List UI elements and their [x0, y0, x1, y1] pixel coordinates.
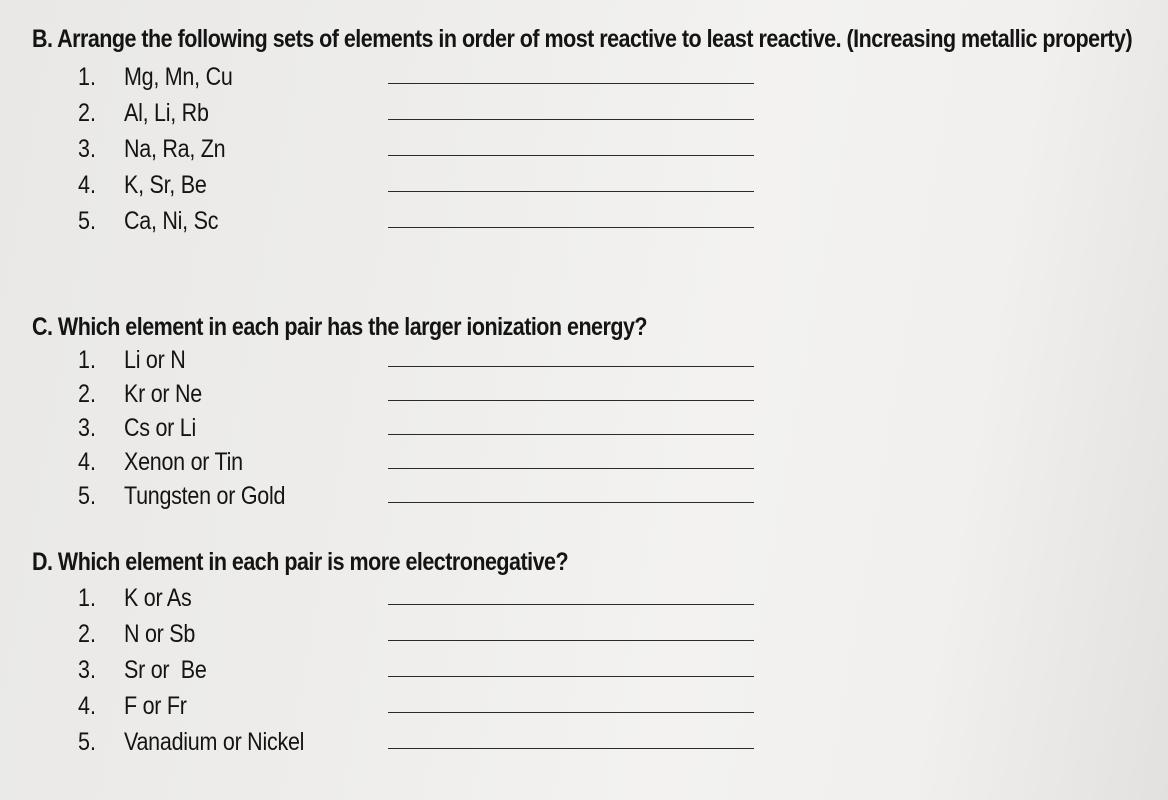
item-number: 2. [78, 620, 96, 648]
list-item [32, 95, 1142, 131]
section-b-heading: B. Arrange the following sets of elements in order of most reactive to least reactive. (Increasing metallic property) [32, 25, 1133, 53]
item-text: Li or N [124, 346, 186, 374]
answer-blank[interactable] [388, 400, 754, 401]
item-number: 5. [78, 482, 96, 510]
item-number: 2. [78, 99, 96, 127]
item-number: 1. [78, 584, 96, 612]
section-d-heading: D. Which element in each pair is more electronegative? [32, 548, 569, 576]
item-number: 4. [78, 692, 96, 720]
list-item [32, 652, 1142, 688]
answer-blank[interactable] [388, 434, 754, 435]
answer-blank[interactable] [388, 227, 754, 228]
item-number: 3. [78, 414, 96, 442]
list-item [32, 131, 1142, 167]
answer-blank[interactable] [388, 366, 754, 367]
item-number: 4. [78, 448, 96, 476]
item-number: 1. [78, 346, 96, 374]
list-item [32, 688, 1142, 724]
section-d-list [32, 580, 1142, 760]
list-item [32, 478, 1142, 512]
item-number: 4. [78, 171, 96, 199]
item-text: Sr or Be [124, 656, 207, 684]
list-item [32, 342, 1142, 376]
answer-blank[interactable] [388, 712, 754, 713]
list-item [32, 167, 1142, 203]
item-number: 2. [78, 380, 96, 408]
answer-blank[interactable] [388, 604, 754, 605]
item-number: 3. [78, 656, 96, 684]
answer-blank[interactable] [388, 191, 754, 192]
item-number: 5. [78, 207, 96, 235]
list-item [32, 203, 1142, 239]
item-text: Tungsten or Gold [124, 482, 286, 510]
section-d [32, 545, 1142, 760]
list-item [32, 580, 1142, 616]
item-number: 5. [78, 728, 96, 756]
answer-blank[interactable] [388, 119, 754, 120]
section-c [32, 310, 1142, 512]
item-text: N or Sb [124, 620, 196, 648]
section-b [32, 22, 1142, 239]
item-text: Na, Ra, Zn [124, 135, 226, 163]
item-text: K or As [124, 584, 192, 612]
answer-blank[interactable] [388, 640, 754, 641]
item-text: Kr or Ne [124, 380, 202, 408]
section-b-list [32, 59, 1142, 239]
list-item [32, 724, 1142, 760]
answer-blank[interactable] [388, 748, 754, 749]
item-number: 1. [78, 63, 96, 91]
item-text: Ca, Ni, Sc [124, 207, 219, 235]
item-text: Xenon or Tin [124, 448, 243, 476]
section-c-heading: C. Which element in each pair has the larger ionization energy? [32, 313, 648, 341]
item-text: Mg, Mn, Cu [124, 63, 233, 91]
list-item [32, 59, 1142, 95]
item-text: F or Fr [124, 692, 187, 720]
answer-blank[interactable] [388, 468, 754, 469]
item-text: Cs or Li [124, 414, 197, 442]
answer-blank[interactable] [388, 155, 754, 156]
answer-blank[interactable] [388, 502, 754, 503]
item-text: Al, Li, Rb [124, 99, 209, 127]
answer-blank[interactable] [388, 83, 754, 84]
item-number: 3. [78, 135, 96, 163]
list-item [32, 616, 1142, 652]
item-text: K, Sr, Be [124, 171, 207, 199]
list-item [32, 410, 1142, 444]
list-item [32, 376, 1142, 410]
item-text: Vanadium or Nickel [124, 728, 305, 756]
list-item [32, 444, 1142, 478]
answer-blank[interactable] [388, 676, 754, 677]
section-c-list [32, 342, 1142, 512]
